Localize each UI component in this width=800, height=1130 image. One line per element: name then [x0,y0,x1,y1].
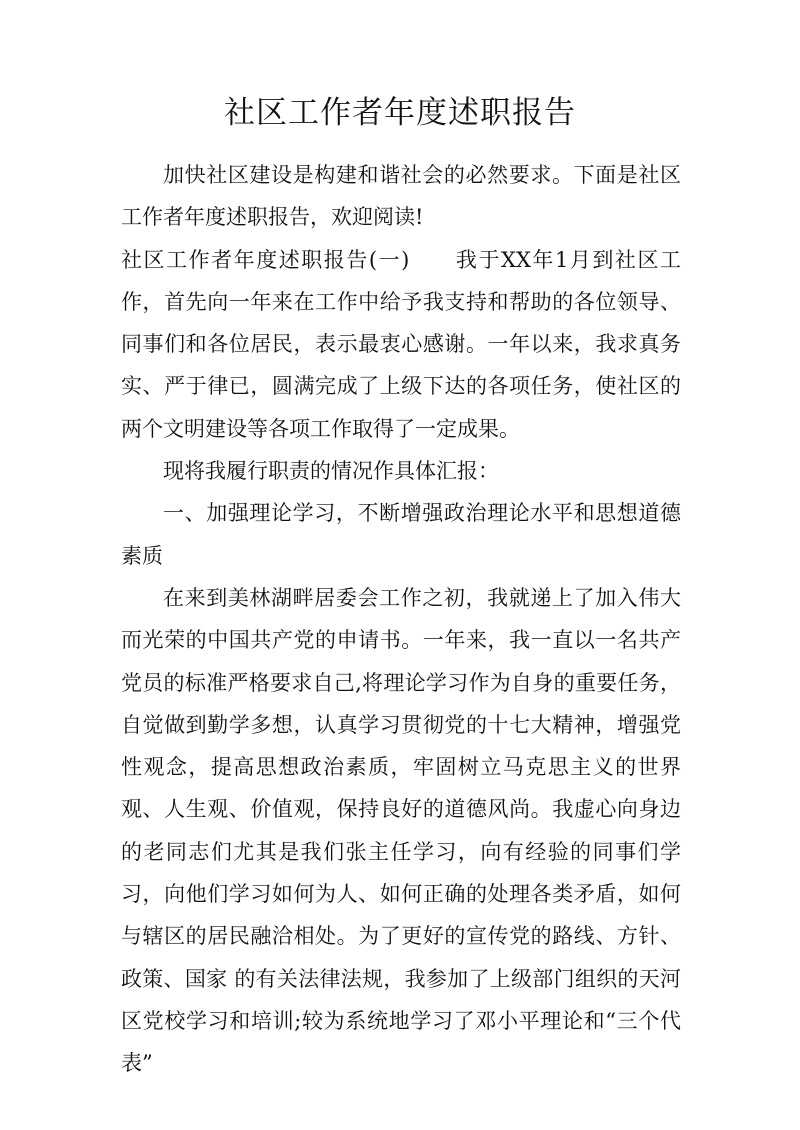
paragraph-summary-lead: 现将我履行职责的情况作具体汇报： [163,459,499,484]
document-title: 社区工作者年度述职报告 [224,95,576,131]
paragraph-section-body: 在来到美林湖畔居委会工作之初，我就递上了加入伟大而光荣的中国共产党的申请书。一年来，我一直以一名共产党员的标准严格要求自己,将理论学习作为自身的重要任务，自觉做到勤学多想，认真学习贯彻党的十七大精神，增强党性观念，提高思想政治素质，牢固树立马克思主义的世界观、人生观、价值观，保持良好的道德风尚。我虚心向身边的老同志们尤其是我们张主任学习，向有经验的同事们学习，向他们学习如何为人、如何正确的处理各类矛盾，如何与辖区的居民融洽相处。为了更好的宣传党的路线、方针、政策、国家 的有关法律法规，我参加了上级部门组织的天河区党校学习和培训;较为系统地学习了邓小平理论和“三个代表” [121,585,681,1076]
document-body [121,154,681,1085]
paragraph-report-one: 社区工作者年度述职报告(一) 我于XX年1月到社区工作，首先向一年来在工作中给予我支持和帮助的各位领导、同事们和各位居民，表示最衷心感谢。一年以来，我求真务实、严于律已，圆满完成了上级下达的各项任务，使社区的两个文明建设等各项工作取得了一定成果。 [121,247,681,441]
paragraph-intro: 加快社区建设是构建和谐社会的必然要求。下面是社区工作者年度述职报告，欢迎阅读! [121,163,681,230]
paragraph-section-heading: 一、加强理论学习，不断增强政治理论水平和思想道德素质 [121,501,681,568]
